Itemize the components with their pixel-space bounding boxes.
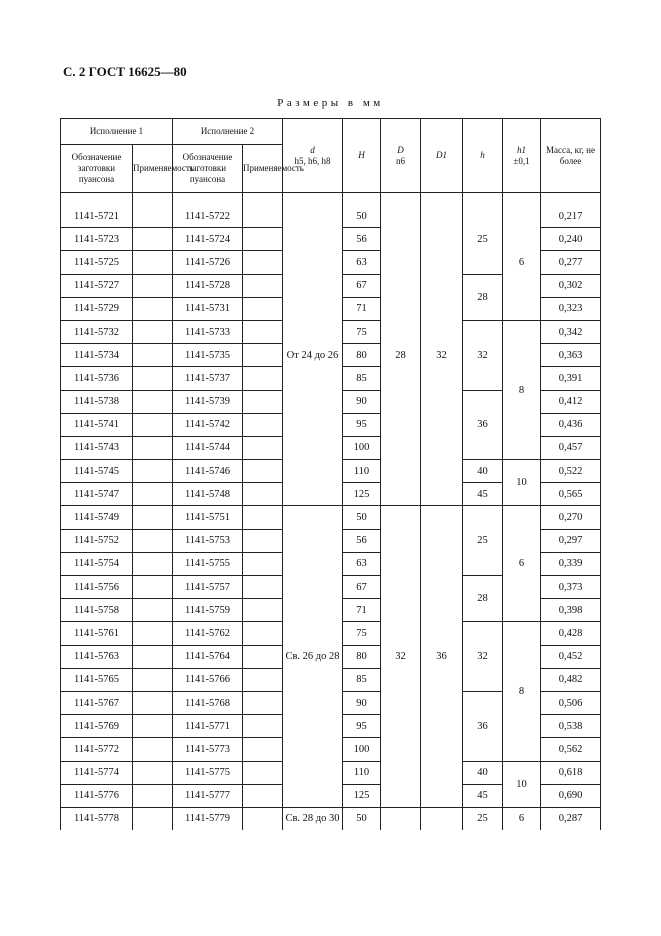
h-cell: 28 [463,576,503,622]
oboznachenie-1-cell: 1141-5776 [61,784,133,807]
massa-cell: 0,302 [541,274,601,297]
primenyaemost-1-cell [133,807,173,830]
massa-cell: 0,506 [541,691,601,714]
primenyaemost-2-cell [243,344,283,367]
d-cell: От 24 до 26 [283,205,343,506]
primenyaemost-2-cell [243,251,283,274]
oboznachenie-1-cell: 1141-5754 [61,552,133,575]
massa-cell: 0,323 [541,297,601,320]
primenyaemost-1-cell [133,645,173,668]
h1-cell: 8 [503,320,541,459]
oboznachenie-1-cell: 1141-5747 [61,483,133,506]
oboznachenie-1-cell: 1141-5734 [61,344,133,367]
primenyaemost-2-cell [243,576,283,599]
h1-cell: 6 [503,506,541,622]
primenyaemost-1-cell [133,320,173,343]
primenyaemost-2-cell [243,529,283,552]
massa-cell: 0,398 [541,599,601,622]
table-row [61,205,601,228]
massa-cell: 0,457 [541,436,601,459]
H-cell: 63 [343,251,381,274]
primenyaemost-1-cell [133,413,173,436]
primenyaemost-2-cell [243,506,283,529]
primenyaemost-1-cell [133,274,173,297]
primenyaemost-1-cell [133,506,173,529]
h-cell: 28 [463,274,503,320]
massa-cell: 0,538 [541,715,601,738]
oboznachenie-1-cell: 1141-5729 [61,297,133,320]
massa-cell: 0,297 [541,529,601,552]
primenyaemost-2-cell [243,807,283,830]
oboznachenie-1-cell: 1141-5761 [61,622,133,645]
table-row [61,506,601,529]
oboznachenie-1-cell: 1141-5749 [61,506,133,529]
primenyaemost-1-cell [133,691,173,714]
primenyaemost-1-cell [133,228,173,251]
oboznachenie-1-cell: 1141-5758 [61,599,133,622]
H-cell: 95 [343,413,381,436]
oboznachenie-2-cell: 1141-5724 [173,228,243,251]
oboznachenie-1-cell: 1141-5769 [61,715,133,738]
h-cell: 40 [463,460,503,483]
h-cell: 25 [463,506,503,576]
header-ispolnenie-1: Исполнение 1 [61,119,173,145]
primenyaemost-2-cell [243,622,283,645]
primenyaemost-2-cell [243,668,283,691]
primenyaemost-1-cell [133,460,173,483]
oboznachenie-1-cell: 1141-5745 [61,460,133,483]
header-oboznachenie-1: Обозначение заготовки пуансона [61,145,133,193]
oboznachenie-1-cell: 1141-5743 [61,436,133,459]
D-cell: 28 [381,205,421,506]
primenyaemost-2-cell [243,552,283,575]
oboznachenie-2-cell: 1141-5739 [173,390,243,413]
h-cell: 32 [463,622,503,692]
h1-cell: 6 [503,807,541,830]
H-cell: 50 [343,807,381,830]
massa-cell: 0,562 [541,738,601,761]
d-cell: Св. 28 до 30 [283,807,343,830]
massa-cell: 0,690 [541,784,601,807]
oboznachenie-2-cell: 1141-5759 [173,599,243,622]
header-h1 [503,119,541,193]
primenyaemost-2-cell [243,483,283,506]
page-title: С. 2 ГОСТ 16625—80 [63,64,187,79]
D1-cell [421,807,463,830]
massa-cell: 0,391 [541,367,601,390]
H-cell: 125 [343,784,381,807]
massa-cell: 0,452 [541,645,601,668]
oboznachenie-2-cell: 1141-5748 [173,483,243,506]
H-cell: 85 [343,668,381,691]
oboznachenie-1-cell: 1141-5765 [61,668,133,691]
primenyaemost-1-cell [133,205,173,228]
primenyaemost-1-cell [133,761,173,784]
massa-cell: 0,412 [541,390,601,413]
H-cell: 56 [343,529,381,552]
oboznachenie-1-cell: 1141-5752 [61,529,133,552]
massa-cell: 0,342 [541,320,601,343]
H-cell: 85 [343,367,381,390]
primenyaemost-2-cell [243,599,283,622]
oboznachenie-2-cell: 1141-5768 [173,691,243,714]
oboznachenie-1-cell: 1141-5767 [61,691,133,714]
H-cell: 80 [343,645,381,668]
h1-cell: 10 [503,460,541,506]
primenyaemost-1-cell [133,622,173,645]
h1-cell: 8 [503,622,541,761]
massa-cell: 0,482 [541,668,601,691]
D1-cell: 32 [421,205,463,506]
H-cell: 50 [343,205,381,228]
header-D-tolerance: n6 [396,155,405,166]
massa-cell: 0,217 [541,205,601,228]
oboznachenie-2-cell: 1141-5733 [173,320,243,343]
oboznachenie-1-cell: 1141-5723 [61,228,133,251]
H-cell: 67 [343,576,381,599]
header-massa: Масса, кг, не более [541,119,601,193]
primenyaemost-1-cell [133,715,173,738]
H-cell: 80 [343,344,381,367]
oboznachenie-1-cell: 1141-5756 [61,576,133,599]
primenyaemost-2-cell [243,228,283,251]
primenyaemost-1-cell [133,297,173,320]
primenyaemost-1-cell [133,344,173,367]
H-cell: 95 [343,715,381,738]
H-cell: 71 [343,297,381,320]
primenyaemost-1-cell [133,668,173,691]
oboznachenie-2-cell: 1141-5731 [173,297,243,320]
h-cell: 45 [463,784,503,807]
H-cell: 90 [343,390,381,413]
header-h: h [463,119,503,193]
oboznachenie-2-cell: 1141-5728 [173,274,243,297]
primenyaemost-1-cell [133,251,173,274]
massa-cell: 0,339 [541,552,601,575]
H-cell: 100 [343,436,381,459]
oboznachenie-2-cell: 1141-5762 [173,622,243,645]
oboznachenie-1-cell: 1141-5738 [61,390,133,413]
primenyaemost-2-cell [243,645,283,668]
D1-cell: 36 [421,506,463,807]
primenyaemost-2-cell [243,205,283,228]
primenyaemost-2-cell [243,320,283,343]
primenyaemost-1-cell [133,576,173,599]
massa-cell: 0,618 [541,761,601,784]
primenyaemost-1-cell [133,599,173,622]
H-cell: 56 [343,228,381,251]
primenyaemost-2-cell [243,715,283,738]
oboznachenie-1-cell: 1141-5741 [61,413,133,436]
H-cell: 63 [343,552,381,575]
oboznachenie-2-cell: 1141-5779 [173,807,243,830]
H-cell: 75 [343,320,381,343]
h-cell: 40 [463,761,503,784]
H-cell: 110 [343,761,381,784]
oboznachenie-2-cell: 1141-5773 [173,738,243,761]
d-cell: Св. 26 до 28 [283,506,343,807]
h1-cell: 6 [503,205,541,320]
massa-cell: 0,436 [541,413,601,436]
massa-cell: 0,373 [541,576,601,599]
primenyaemost-1-cell [133,529,173,552]
primenyaemost-1-cell [133,738,173,761]
primenyaemost-2-cell [243,460,283,483]
oboznachenie-1-cell: 1141-5725 [61,251,133,274]
massa-cell: 0,565 [541,483,601,506]
primenyaemost-2-cell [243,390,283,413]
h-cell: 36 [463,691,503,761]
massa-cell: 0,287 [541,807,601,830]
primenyaemost-1-cell [133,367,173,390]
H-cell: 67 [343,274,381,297]
primenyaemost-1-cell [133,784,173,807]
oboznachenie-2-cell: 1141-5777 [173,784,243,807]
H-cell: 50 [343,506,381,529]
primenyaemost-1-cell [133,390,173,413]
D-cell: 32 [381,506,421,807]
header-d-tolerance: h5, h6, h8 [294,155,331,166]
h-cell: 32 [463,320,503,390]
H-cell: 100 [343,738,381,761]
h-cell: 25 [463,807,503,830]
header-primenyaemost-1: Применяемость [133,145,173,193]
header-d-label: d [310,144,315,155]
oboznachenie-2-cell: 1141-5751 [173,506,243,529]
table-body [61,193,601,831]
h-cell: 36 [463,390,503,460]
primenyaemost-2-cell [243,784,283,807]
table-row [61,807,601,830]
massa-cell: 0,270 [541,506,601,529]
massa-cell: 0,428 [541,622,601,645]
oboznachenie-1-cell: 1141-5721 [61,205,133,228]
oboznachenie-1-cell: 1141-5774 [61,761,133,784]
primenyaemost-2-cell [243,436,283,459]
oboznachenie-2-cell: 1141-5764 [173,645,243,668]
massa-cell: 0,363 [541,344,601,367]
table-caption: Размеры в мм [277,97,384,109]
header-primenyaemost-2: Применяемость [243,145,283,193]
H-cell: 75 [343,622,381,645]
header-h1-tolerance: ±0,1 [513,155,530,166]
massa-cell: 0,522 [541,460,601,483]
H-cell: 71 [343,599,381,622]
primenyaemost-1-cell [133,483,173,506]
header-d [283,119,343,193]
oboznachenie-1-cell: 1141-5778 [61,807,133,830]
oboznachenie-2-cell: 1141-5742 [173,413,243,436]
oboznachenie-2-cell: 1141-5766 [173,668,243,691]
oboznachenie-2-cell: 1141-5755 [173,552,243,575]
oboznachenie-2-cell: 1141-5775 [173,761,243,784]
header-D [381,119,421,193]
massa-cell: 0,240 [541,228,601,251]
oboznachenie-2-cell: 1141-5746 [173,460,243,483]
header-H: H [343,119,381,193]
oboznachenie-2-cell: 1141-5771 [173,715,243,738]
primenyaemost-2-cell [243,297,283,320]
dimensions-table [60,118,601,830]
oboznachenie-1-cell: 1141-5763 [61,645,133,668]
oboznachenie-2-cell: 1141-5737 [173,367,243,390]
primenyaemost-2-cell [243,761,283,784]
header-D1: D1 [421,119,463,193]
primenyaemost-2-cell [243,691,283,714]
primenyaemost-2-cell [243,738,283,761]
primenyaemost-2-cell [243,274,283,297]
h1-cell: 10 [503,761,541,807]
oboznachenie-2-cell: 1141-5744 [173,436,243,459]
oboznachenie-1-cell: 1141-5772 [61,738,133,761]
header-oboznachenie-2: Обозначение заготовки пуансона [173,145,243,193]
oboznachenie-2-cell: 1141-5753 [173,529,243,552]
massa-cell: 0,277 [541,251,601,274]
primenyaemost-1-cell [133,436,173,459]
primenyaemost-2-cell [243,367,283,390]
oboznachenie-2-cell: 1141-5757 [173,576,243,599]
oboznachenie-1-cell: 1141-5727 [61,274,133,297]
header-ispolnenie-2: Исполнение 2 [173,119,283,145]
header-D-label: D [397,144,404,155]
H-cell: 125 [343,483,381,506]
D-cell [381,807,421,830]
H-cell: 90 [343,691,381,714]
primenyaemost-2-cell [243,413,283,436]
oboznachenie-2-cell: 1141-5735 [173,344,243,367]
h-cell: 25 [463,205,503,274]
primenyaemost-1-cell [133,552,173,575]
H-cell: 110 [343,460,381,483]
oboznachenie-2-cell: 1141-5726 [173,251,243,274]
oboznachenie-2-cell: 1141-5722 [173,205,243,228]
h-cell: 45 [463,483,503,506]
oboznachenie-1-cell: 1141-5732 [61,320,133,343]
header-h1-label: h1 [517,144,526,155]
oboznachenie-1-cell: 1141-5736 [61,367,133,390]
